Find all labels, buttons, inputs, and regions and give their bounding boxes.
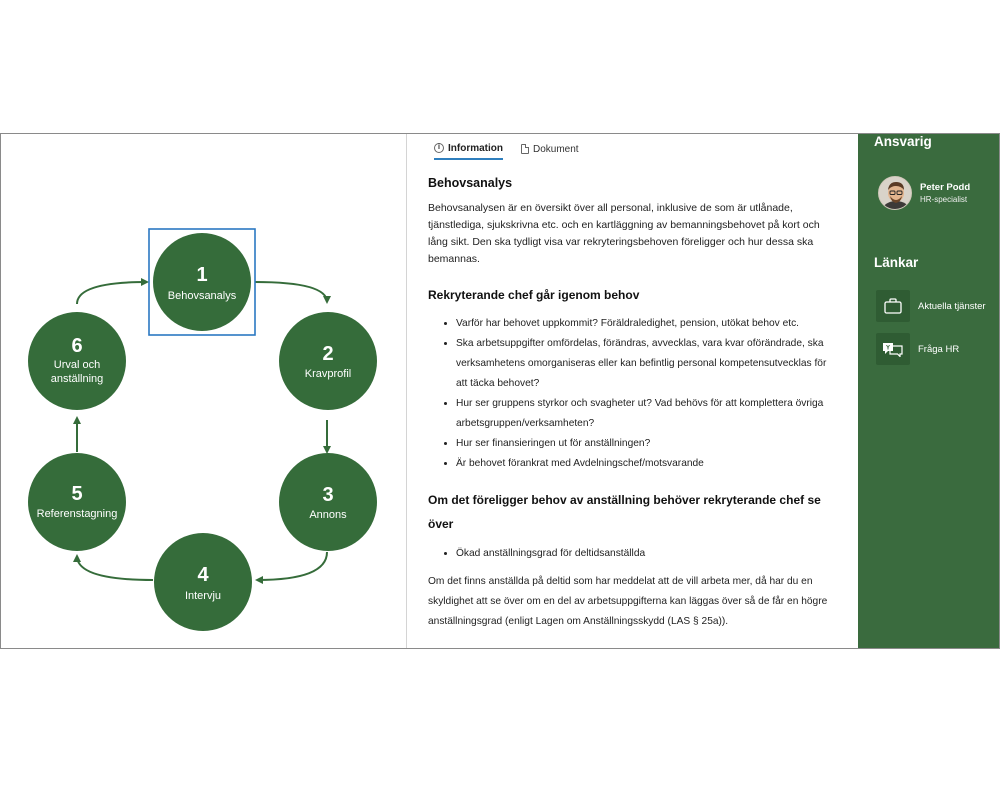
step-5[interactable] bbox=[28, 453, 126, 551]
link-icon-box bbox=[876, 333, 910, 365]
tab-information[interactable] bbox=[434, 134, 503, 160]
step-3-label: Annons bbox=[309, 509, 347, 521]
step-6-number: 6 bbox=[71, 335, 83, 357]
responsible-heading: Ansvarig bbox=[874, 134, 932, 149]
link-label: Aktuella tjänster bbox=[918, 300, 986, 312]
info-icon bbox=[434, 143, 444, 153]
tab-bar bbox=[428, 134, 839, 164]
arrow-1-to-2 bbox=[255, 282, 327, 302]
link-fraga-hr[interactable] bbox=[876, 333, 959, 365]
step-6[interactable] bbox=[28, 312, 126, 410]
list-item: • Hur ser finansieringen ut för anställningen? bbox=[456, 434, 839, 454]
document-icon bbox=[521, 144, 529, 154]
step-4-number: 4 bbox=[197, 564, 209, 586]
arrow-6-to-1 bbox=[77, 282, 147, 304]
section-2-list bbox=[428, 544, 839, 564]
list-item: • Är behovet förankrat med Avdelningschef/motsvarande bbox=[456, 454, 839, 474]
person-avatar-icon bbox=[879, 177, 912, 210]
tab-information-label: Information bbox=[448, 142, 503, 154]
arrow-4-to-5 bbox=[77, 556, 153, 580]
section-2-heading: Om det föreligger behov av anställning behöver rekryterande chef se över bbox=[428, 493, 821, 531]
page-frame bbox=[0, 133, 1000, 649]
person-name: Peter Podd bbox=[920, 182, 971, 193]
section-1-heading: Rekryterande chef går igenom behov bbox=[428, 288, 640, 302]
content-panel bbox=[408, 134, 857, 648]
link-label: Fråga HR bbox=[918, 343, 960, 355]
links-heading: Länkar bbox=[874, 255, 919, 270]
step-1[interactable] bbox=[153, 233, 251, 331]
step-3-number: 3 bbox=[322, 484, 334, 506]
step-5-number: 5 bbox=[71, 483, 83, 505]
step-4-label: Intervju bbox=[184, 590, 222, 602]
step-2[interactable] bbox=[279, 312, 377, 410]
avatar bbox=[878, 176, 912, 210]
tab-dokument[interactable] bbox=[521, 134, 579, 160]
tab-dokument-label: Dokument bbox=[533, 143, 579, 155]
process-diagram-panel bbox=[1, 134, 407, 648]
chat-icon bbox=[882, 341, 904, 357]
person-role: HR-specialist bbox=[920, 195, 968, 204]
list-item: • Ska arbetsuppgifter omfördelas, förändras, avvecklas, vara kvar oförändrade, ska verksamhetens omorganiseras eller kan befintlig personal kompetensutvecklas för att täcka behovet? bbox=[456, 334, 839, 394]
section-2-paragraph: Om det finns anställda på deltid som har meddelat att de vill arbeta mer, då har du en skyldighet att se över om en del av arbetsuppgifterna kan läggas över så de får en högre anställningsgrad (enligt Lagen om Anställningsskydd (LAS § 25a)). bbox=[428, 576, 828, 627]
link-icon-box bbox=[876, 290, 910, 322]
step-6-label-line-2: anställning bbox=[50, 373, 104, 385]
sidebar bbox=[858, 134, 999, 648]
step-1-label: Behovsanalys bbox=[167, 290, 237, 302]
svg-text:Y: Y bbox=[885, 345, 891, 352]
responsible-person[interactable] bbox=[878, 176, 970, 210]
list-item: • Varför har behovet uppkommit? Föräldraledighet, pension, utökat behov etc. bbox=[456, 314, 839, 334]
step-3[interactable] bbox=[279, 453, 377, 551]
step-5-label: Referenstagning bbox=[36, 508, 118, 520]
step-1-number: 1 bbox=[196, 264, 208, 286]
list-item: • Hur ser gruppens styrkor och svagheter ut? Vad behövs för att komplettera övriga arbetsgruppen/verksamheten? bbox=[456, 394, 839, 434]
step-2-number: 2 bbox=[322, 343, 334, 365]
process-cycle-diagram bbox=[1, 134, 407, 648]
arrow-3-to-4 bbox=[257, 552, 327, 580]
briefcase-icon bbox=[884, 298, 902, 314]
step-2-label: Kravprofil bbox=[304, 368, 352, 380]
intro-paragraph: Behovsanalysen är en översikt över all personal, inklusive de som är utlånade, tjänstlediga, sjukskrivna etc. och en kartläggning av bemanningsbehovet på kort och lång sikt. Den ska tydligt visa var rekryteringsbehoven föreligger och hur dessa ska bemannas. bbox=[428, 202, 820, 265]
list-item: • Ökad anställningsgrad för deltidsanställda bbox=[456, 544, 839, 564]
content-title: Behovsanalys bbox=[428, 176, 513, 190]
link-aktuella-tjanster[interactable] bbox=[876, 290, 986, 322]
step-6-label-line-1: Urval och bbox=[53, 359, 101, 371]
step-4[interactable] bbox=[154, 533, 252, 631]
section-1-list bbox=[428, 314, 839, 474]
